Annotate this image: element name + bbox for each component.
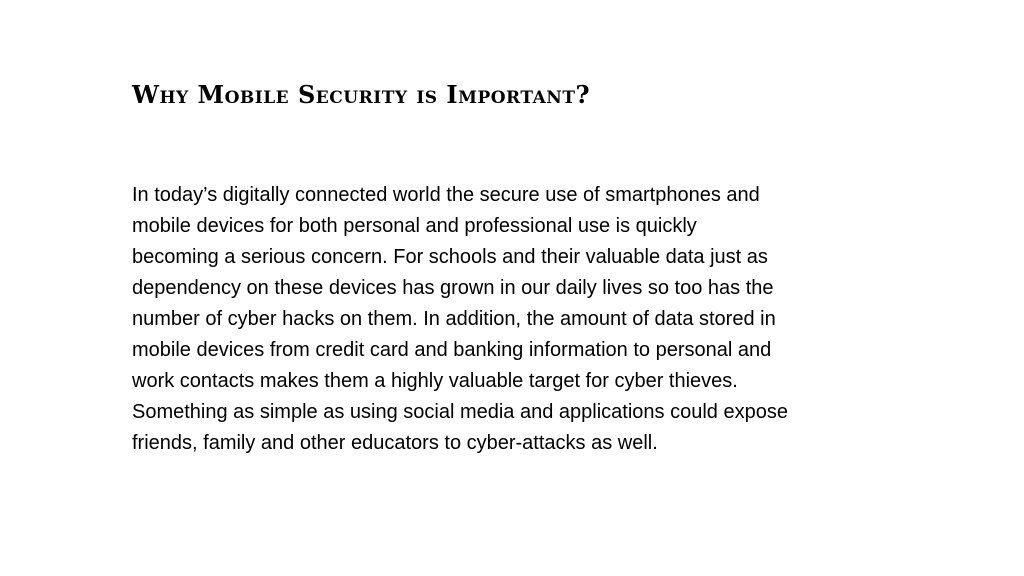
slide-title: Why Mobile Security is Important? — [132, 80, 591, 109]
body-line: becoming a serious concern. For schools and their valuable data just as — [132, 246, 768, 268]
slide-body — [132, 180, 912, 459]
body-line: In today’s digitally connected world the secure use of smartphones and — [132, 184, 760, 206]
body-line: friends, family and other educators to cyber-attacks as well. — [132, 432, 658, 454]
body-line: mobile devices for both personal and professional use is quickly — [132, 215, 697, 237]
body-line: Something as simple as using social media and applications could expose — [132, 401, 788, 423]
body-line: number of cyber hacks on them. In addition, the amount of data stored in — [132, 308, 776, 330]
body-line: dependency on these devices has grown in our daily lives so too has the — [132, 277, 774, 299]
body-line: mobile devices from credit card and banking information to personal and — [132, 339, 772, 361]
body-line: work contacts makes them a highly valuable target for cyber thieves. — [132, 370, 738, 392]
